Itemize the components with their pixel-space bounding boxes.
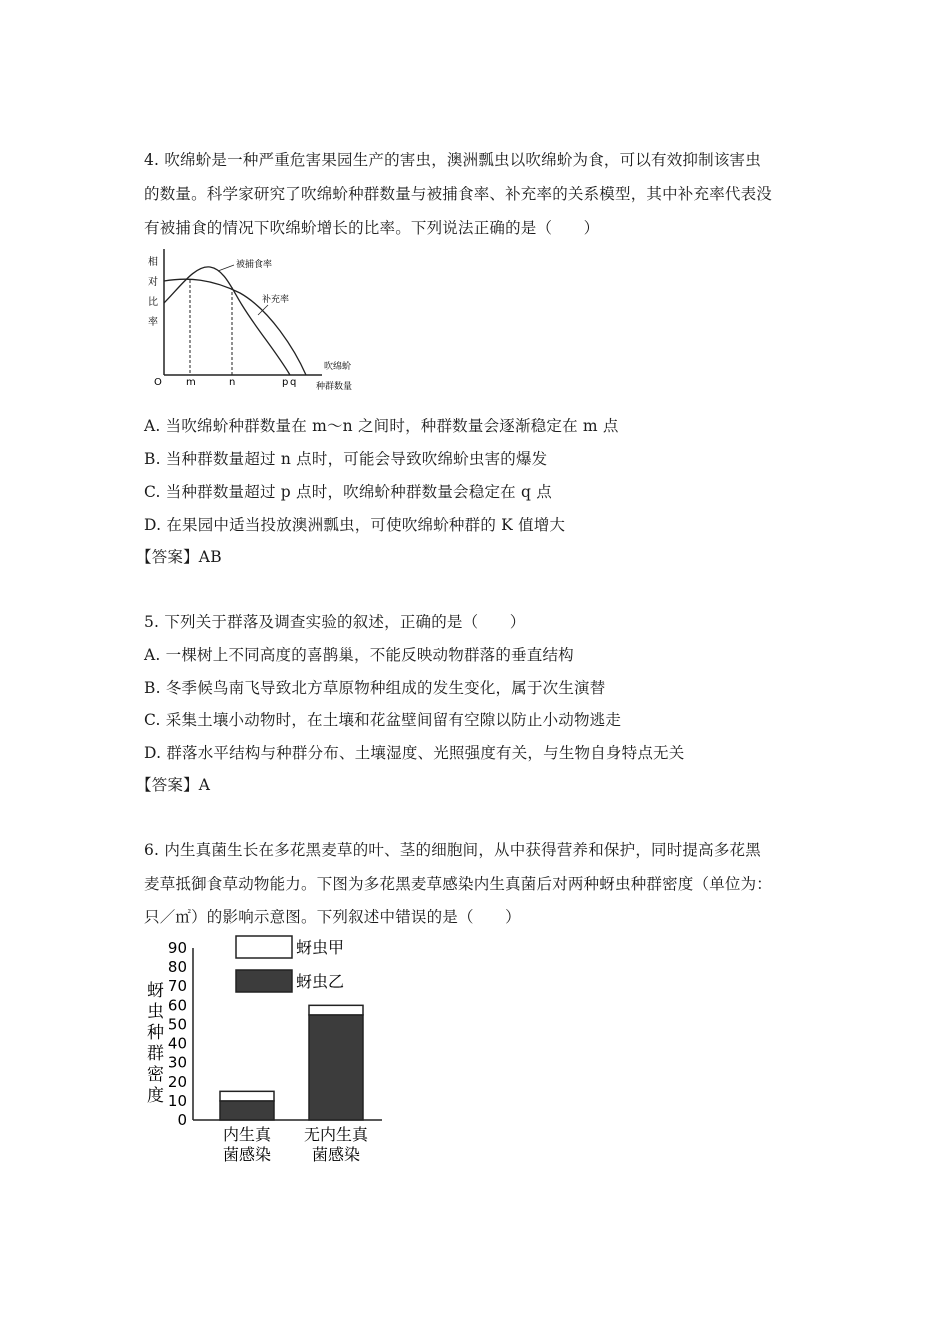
bar-segment bbox=[220, 1091, 274, 1101]
q5-answer: 【答案】A bbox=[136, 776, 211, 794]
y-label-char: 密 bbox=[147, 1065, 164, 1085]
y-label-char: 度 bbox=[147, 1086, 164, 1106]
q4-stem-line-1: 4. 吹绵蚧是一种严重危害果园生产的害虫，澳洲瓢虫以吹绵蚧为食，可以有效抑制该害虫 bbox=[144, 151, 761, 169]
q4-ylabel-char: 比 bbox=[148, 297, 158, 308]
q4-predation-label: 被捕食率 bbox=[236, 260, 273, 270]
q4-option-a: A. 当吹绵蚧种群数量在 m～n 之间时，种群数量会逐渐稳定在 m 点 bbox=[144, 417, 619, 435]
q4-stem-line-2: 的数量。科学家研究了吹绵蚧种群数量与被捕食率、补充率的关系模型，其中补充率代表没 bbox=[144, 185, 773, 203]
q4-xlabel-line-1: 吹绵蚧 bbox=[324, 362, 352, 372]
q5-stem: 5. 下列关于群落及调查实验的叙述，正确的是（ ） bbox=[144, 613, 526, 631]
y-tick-label: 90 bbox=[167, 939, 187, 957]
legend-label: 蚜虫甲 bbox=[296, 938, 345, 957]
y-tick-label: 10 bbox=[167, 1091, 187, 1110]
q6-stem-line-2: 麦草抵御食草动物能力。下图为多花黑麦草感染内生真菌后对两种蚜虫种群密度（单位为： bbox=[144, 875, 773, 893]
q4-tick-n: n bbox=[229, 377, 236, 388]
chart-ylabel bbox=[147, 981, 164, 1106]
q4-tick-m: m bbox=[186, 377, 196, 388]
q5-option-d: D. 群落水平结构与种群分布、土壤湿度、光照强度有关，与生物自身特点无关 bbox=[144, 744, 685, 762]
q4-answer: 【答案】AB bbox=[136, 548, 222, 566]
q4-ylabel-char: 率 bbox=[148, 317, 158, 328]
y-tick-label: 60 bbox=[167, 996, 187, 1015]
legend-label: 蚜虫乙 bbox=[296, 972, 345, 991]
q4-predation-leader bbox=[218, 265, 234, 271]
aphid-density-chart bbox=[140, 930, 400, 1175]
q4-xlabel-line-2: 种群数量 bbox=[316, 382, 353, 392]
q4-option-d: D. 在果园中适当投放澳洲瓢虫，可使吹绵蚧种群的 K 值增大 bbox=[144, 516, 566, 534]
legend-swatch bbox=[236, 936, 292, 958]
y-tick-label: 50 bbox=[167, 1015, 187, 1034]
y-label-char: 群 bbox=[147, 1044, 164, 1064]
y-tick-label: 30 bbox=[167, 1053, 187, 1072]
chart-legend bbox=[236, 936, 344, 992]
q4-tick-q: q bbox=[290, 377, 297, 388]
bar-segment bbox=[309, 1015, 363, 1120]
q6-stem-line-3: 只／㎡）的影响示意图。下列叙述中错误的是（ ） bbox=[144, 908, 521, 926]
y-label-char: 虫 bbox=[147, 1002, 164, 1022]
y-label-char: 种 bbox=[147, 1023, 164, 1043]
bar-segment bbox=[309, 1005, 363, 1015]
q4-option-c: C. 当种群数量超过 p 点时，吹绵蚧种群数量会稳定在 q 点 bbox=[144, 483, 552, 501]
chart-y-ticks bbox=[168, 939, 187, 1129]
q5-option-c: C. 采集土壤小动物时，在土壤和花盆壁间留有空隙以防止小动物逃走 bbox=[144, 711, 622, 729]
q5-option-a: A. 一棵树上不同高度的喜鹊巢，不能反映动物群落的垂直结构 bbox=[144, 646, 574, 664]
category-label: 菌感染 bbox=[311, 1145, 361, 1164]
category-label: 内生真 bbox=[222, 1125, 272, 1144]
y-label-char: 蚜 bbox=[147, 981, 164, 1001]
y-tick-label: 40 bbox=[167, 1034, 187, 1053]
q4-figure bbox=[140, 245, 380, 400]
q4-origin-label: O bbox=[154, 377, 162, 388]
chart-category-labels bbox=[223, 1125, 369, 1164]
category-label: 无内生真 bbox=[303, 1125, 369, 1144]
q4-supplement-label: 补充率 bbox=[262, 295, 290, 305]
q4-predation-curve bbox=[164, 267, 290, 375]
q5-option-b: B. 冬季候鸟南飞导致北方草原物种组成的发生变化，属于次生演替 bbox=[144, 679, 606, 697]
y-tick-label: 80 bbox=[167, 958, 187, 977]
q4-stem-line-3: 有被捕食的情况下吹绵蚧增长的比率。下列说法正确的是（ ） bbox=[144, 219, 600, 237]
q4-ylabel-char: 相 bbox=[148, 257, 158, 268]
bar-segment bbox=[220, 1101, 274, 1120]
y-tick-label: 20 bbox=[167, 1072, 187, 1091]
y-tick-label: 70 bbox=[167, 977, 187, 996]
q4-supplement-leader bbox=[258, 305, 268, 315]
q4-option-b: B. 当种群数量超过 n 点时，可能会导致吹绵蚧虫害的爆发 bbox=[144, 450, 548, 468]
category-label: 菌感染 bbox=[222, 1145, 272, 1164]
chart-bars bbox=[220, 1005, 363, 1120]
y-tick-label: 0 bbox=[177, 1111, 187, 1129]
q4-ylabel-char: 对 bbox=[148, 277, 158, 288]
legend-swatch bbox=[236, 970, 292, 992]
q4-tick-p: p bbox=[282, 377, 289, 388]
q6-stem-line-1: 6. 内生真菌生长在多花黑麦草的叶、茎的细胞间，从中获得营养和保护，同时提高多花黑 bbox=[144, 841, 761, 859]
